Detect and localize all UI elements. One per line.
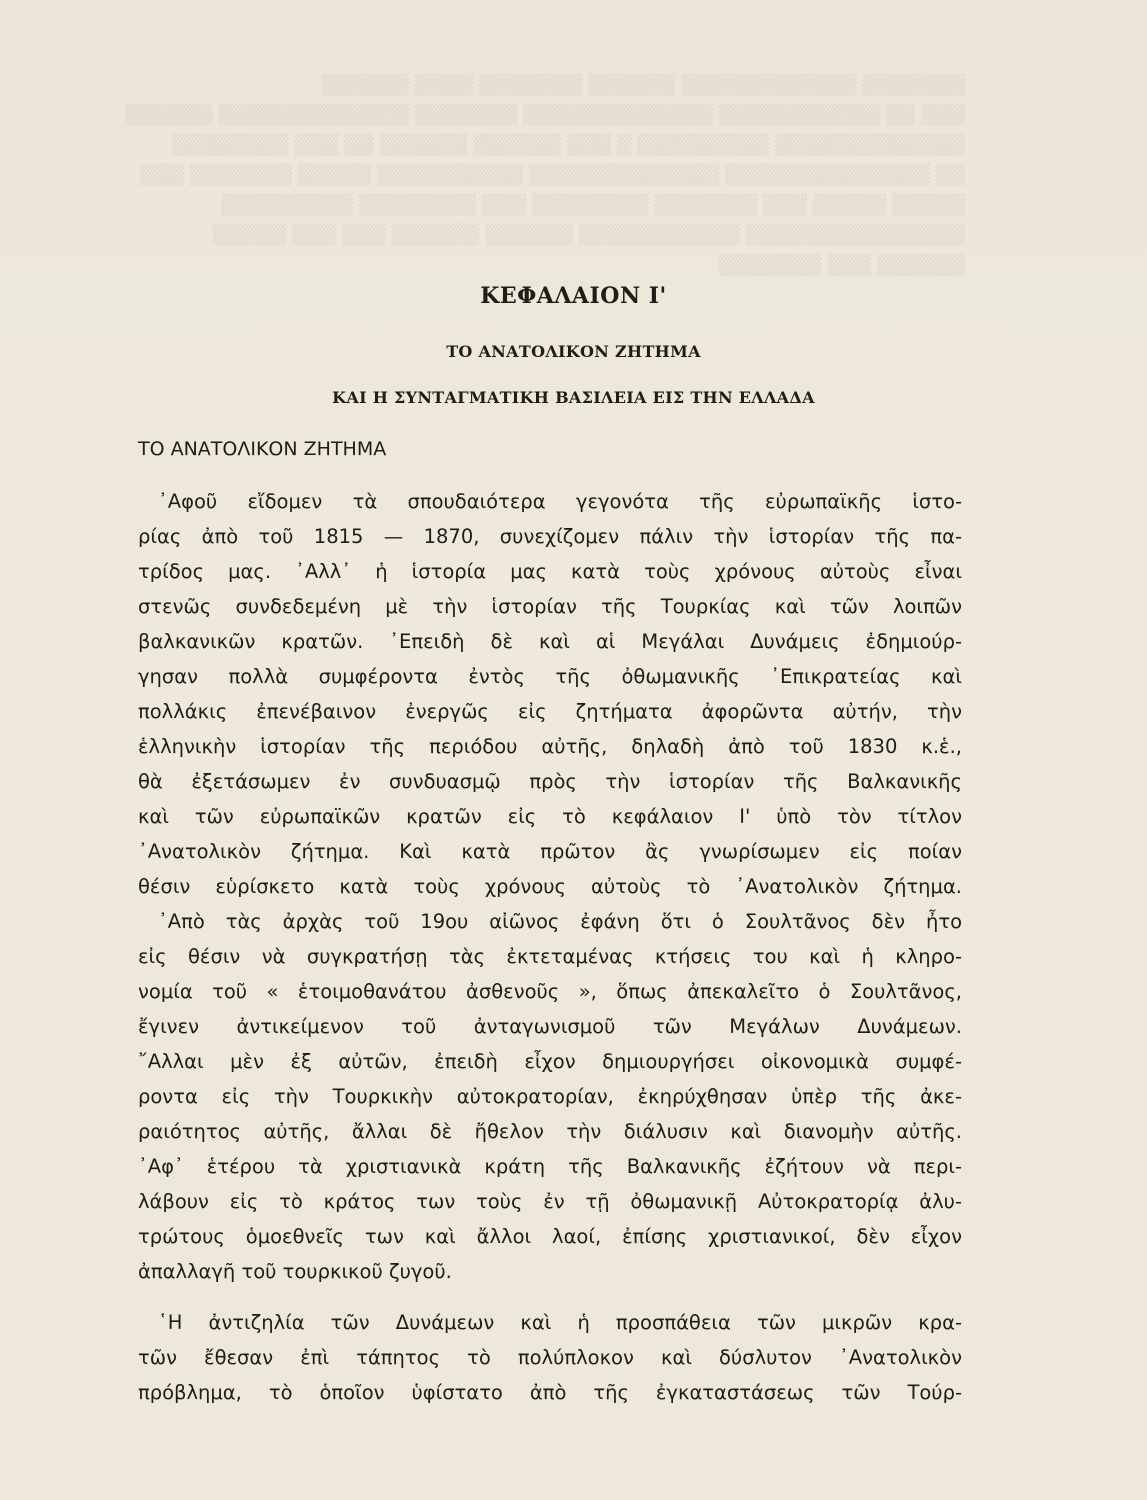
text-line: πρόβλημα, τὸ ὁποῖον ὑφίστατο ἀπὸ τῆς ἐγκαταστάσεως τῶν Τούρ- bbox=[138, 1381, 962, 1404]
text-line: ροντα εἰς τὴν Τουρκικὴν αὐτοκρατορίαν, ἐκηρύχθησαν ὑπὲρ τῆς ἀκε- bbox=[138, 1085, 962, 1108]
text-line: ἔγινεν ἀντικείμενον τοῦ ἀνταγωνισμοῦ τῶν Μεγάλων Δυνάμεων. bbox=[138, 1015, 962, 1038]
text-line: ἑλληνικὴν ἱστορίαν τῆς περιόδου αὐτῆς, δηλαδὴ ἀπὸ τοῦ 1830 κ.ἑ., bbox=[138, 735, 962, 758]
text-line: ᾿Ανατολικὸν ζήτημα. Καὶ κατὰ πρῶτον ἂς γνωρίσωμεν εἰς ποίαν bbox=[138, 840, 962, 863]
text-line: ᾿Αφοῦ εἴδομεν τὰ σπουδαιότερα γεγονότα τῆς εὐρωπαϊκῆς ἱστο- bbox=[158, 490, 962, 513]
text-line: ῎Αλλαι μὲν ἐξ αὐτῶν, ἐπειδὴ εἶχον δημιουργήσει οἰκονομικὰ συμφέ- bbox=[138, 1050, 962, 1073]
text-line: γησαν πολλὰ συμφέροντα ἐντὸς τῆς ὀθωμανικῆς ᾿Επικρατείας καὶ bbox=[138, 665, 962, 688]
chapter-subtitle-2: ΚΑΙ Η ΣΥΝΤΑΓΜΑΤΙΚΗ ΒΑΣΙΛΕΙΑ ΕΙΣ ΤΗΝ ΕΛΛΑΔΑ bbox=[332, 388, 815, 407]
text-line: θὰ ἐξετάσωμεν ἐν συνδυασμῷ πρὸς τὴν ἱστορίαν τῆς Βαλκανικῆς bbox=[138, 770, 962, 793]
section-heading: ΤΟ ΑΝΑΤΟΛΙΚΟΝ ΖΗΤΗΜΑ bbox=[138, 438, 387, 460]
reverse-side-bleed-through: ▒▒▒▒▒▒▒ ▒▒▒▒▒▒▒▒▒▒▒▒ ▒▒▒▒▒▒ ▒▒▒▒▒▒▒ ▒▒▒▒ ▒▒▒▒▒▒ ▒▒▒ ▒▒ ▒▒▒▒▒▒▒▒▒▒▒ ▒▒▒▒▒▒▒▒▒▒▒▒▒ ▒▒▒▒▒▒▒ ▒▒▒▒▒▒▒▒▒▒▒▒▒ ▒▒▒▒▒▒ ▒▒▒▒▒▒▒▒▒▒▒▒▒ ▒▒▒▒▒▒▒▒▒ ▒ ▒▒▒ ▒▒▒▒▒▒ ▒▒▒▒▒▒ ▒▒ ▒▒▒ ▒▒▒▒▒▒▒▒ ▒▒ ▒▒▒▒▒▒▒▒▒▒▒▒▒▒ ▒▒▒▒▒▒▒▒▒▒▒▒▒ ▒▒▒▒▒▒▒▒▒▒ ▒▒▒▒▒ ▒▒▒▒▒▒▒ ▒▒▒ ▒▒▒▒▒ ▒▒▒▒▒ ▒▒▒ ▒▒▒▒▒▒▒ ▒▒▒▒▒▒▒▒ ▒▒▒ ▒▒▒▒▒▒▒▒ ▒▒▒▒▒▒▒▒▒ ▒▒▒▒▒▒▒▒▒▒▒▒▒▒▒ ▒▒▒▒▒▒▒▒▒▒▒ ▒▒▒▒▒▒ ▒▒▒▒▒▒ ▒▒▒ ▒▒▒ ▒▒▒▒▒ ▒▒▒▒▒▒ ▒▒▒ ▒▒▒▒▒▒▒ bbox=[125, 74, 965, 276]
text-line: τρίδος μας. ᾿Αλλ᾿ ἡ ἱστορία μας κατὰ τοὺς χρόνους αὐτοὺς εἶναι bbox=[138, 560, 962, 583]
text-line: ᾿Απὸ τὰς ἀρχὰς τοῦ 19ου αἰῶνος ἐφάνη ὅτι ὁ Σουλτᾶνος δὲν ἦτο bbox=[158, 910, 962, 933]
text-line: θέσιν εὑρίσκετο κατὰ τοὺς χρόνους αὐτοὺς τὸ ᾿Ανατολικὸν ζήτημα. bbox=[138, 875, 962, 898]
text-line: βαλκανικῶν κρατῶν. ᾿Επειδὴ δὲ καὶ αἱ Μεγάλαι Δυνάμεις ἐδημιούρ- bbox=[138, 630, 962, 653]
chapter-title: ΚΕΦΑΛΑΙΟΝ Ι' bbox=[480, 283, 667, 309]
chapter-subtitle-1: ΤΟ ΑΝΑΤΟΛΙΚΟΝ ΖΗΤΗΜΑ bbox=[446, 342, 701, 361]
text-line: ῾Η ἀντιζηλία τῶν Δυνάμεων καὶ ἡ προσπάθεια τῶν μικρῶν κρα- bbox=[158, 1311, 962, 1334]
text-line: ἀπαλλαγῆ τοῦ τουρκικοῦ ζυγοῦ. bbox=[138, 1260, 452, 1283]
text-line: εἰς θέσιν νὰ συγκρατήσῃ τὰς ἐκτεταμένας κτήσεις του καὶ ἡ κληρο- bbox=[138, 945, 962, 968]
paragraph-gap bbox=[138, 1289, 962, 1305]
text-line: νομία τοῦ « ἑτοιμοθανάτου ἀσθενοῦς », ὅπως ἀπεκαλεῖτο ὁ Σουλτᾶνος, bbox=[138, 980, 962, 1003]
text-line: τῶν ἔθεσαν ἐπὶ τάπητος τὸ πολύπλοκον καὶ δύσλυτον ᾿Ανατολικὸν bbox=[138, 1346, 962, 1369]
text-line: στενῶς συνδεδεμένη μὲ τὴν ἱστορίαν τῆς Τουρκίας καὶ τῶν λοιπῶν bbox=[138, 595, 962, 618]
text-line: πολλάκις ἐπενέβαινον ἐνεργῶς εἰς ζητήματα ἀφορῶντα αὐτήν, τὴν bbox=[138, 700, 962, 723]
text-line: καὶ τῶν εὐρωπαϊκῶν κρατῶν εἰς τὸ κεφάλαιον Ι' ὑπὸ τὸν τίτλον bbox=[138, 805, 962, 828]
text-line: λάβουν εἰς τὸ κράτος των τοὺς ἐν τῇ ὀθωμανικῇ Αὐτοκρατορίᾳ ἀλυ- bbox=[138, 1190, 962, 1213]
text-line: ραιότητος αὐτῆς, ἄλλαι δὲ ἤθελον τὴν διάλυσιν καὶ διανομὴν αὐτῆς. bbox=[138, 1120, 962, 1143]
text-line: ρίας ἀπὸ τοῦ 1815 — 1870, συνεχίζομεν πάλιν τὴν ἱστορίαν τῆς πα- bbox=[138, 525, 962, 548]
text-line: τρώτους ὁμοεθνεῖς των καὶ ἄλλοι λαοί, ἐπίσης χριστιανικοί, δὲν εἶχον bbox=[138, 1225, 962, 1248]
body-text bbox=[138, 484, 962, 1410]
paragraph bbox=[138, 904, 962, 1289]
paragraph bbox=[138, 1305, 962, 1410]
text-line: ᾿Αφ᾿ ἑτέρου τὰ χριστιανικὰ κράτη τῆς Βαλκανικῆς ἐζήτουν νὰ περι- bbox=[138, 1155, 962, 1178]
paragraph bbox=[138, 484, 962, 904]
